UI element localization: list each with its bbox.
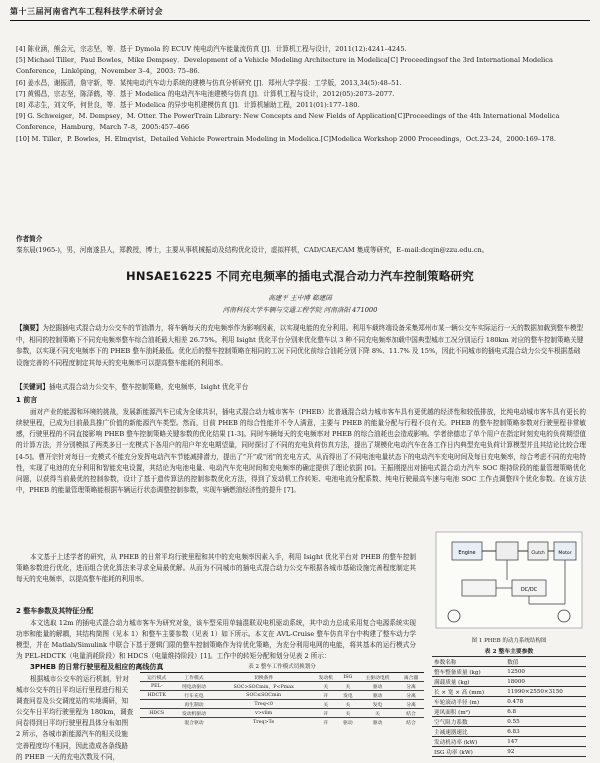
mode-table-block <box>140 662 424 726</box>
vehicle-params-table <box>432 656 586 757</box>
table-cell: 满载质量 (kg) <box>432 677 505 687</box>
reference-item: [9] G. Schweiger，M. Dempsey，M. Otter. The PowerTrain Library: New Concepts and New Fields of Application[C]Proceedings of the 4th International Modelica Conference，Hamburg，March 7–8，2005:457–466 <box>16 112 560 132</box>
table-cell: 整车整备质量 (kg) <box>432 667 505 677</box>
reference-item: [6] 姜水昌，谢振清，詹守新，等．某纯电动汽车动力系统的建模与仿真分析研究 [J]．郑州大学学报：工学版，2013,34(5):48–51. <box>16 78 402 87</box>
author-bio-text: 秦东晨(1965-)，男，河南遂县人，郑教授，博士，主要从事机械振动及结构优化设计，虚拟样机，CAD/CAE/CAM 集成等研究，E–mail:dcqin@zzu.edu.cn。 <box>16 246 489 255</box>
table-cell: HDCTK <box>140 691 173 700</box>
table-cell: 0.478 <box>505 697 586 707</box>
table-cell: 开 <box>313 709 339 718</box>
table-row <box>140 682 424 691</box>
table-cell: 关 <box>339 709 357 718</box>
table-header-cell: 运行模式 <box>140 673 173 682</box>
table-row <box>432 717 586 727</box>
table-cell: 12500 <box>505 667 586 677</box>
table-cell: 再生制动 <box>173 700 214 709</box>
intro-paragraph-2: 本文基于上述学者的研究，从 PHEB 的日常平均行驶里程和其中的充电频率因素入手，利用 Isight 优化平台对 PHEB 的整车控制策略参数进行优化，进而组合优化算法来寻求全局最优解。从而为不同城市的插电式混合动力公交车根据各城市基础设施完善程度制定其每天的充电频率，以提高整车能耗的利用率。 <box>16 553 416 584</box>
table-cell: 车轮滚动半径 (m) <box>432 697 505 707</box>
table-cell: 关 <box>313 700 339 709</box>
abstract-label: 【摘要】 <box>16 324 43 332</box>
vehicle-params-paragraph: 本文选取 12m 的插电式混合动力城市客车为研究对象，该车型采用单轴混联双电机驱动系统，其中动力总成采用复合电源系统实现功率和能量的解耦，其结构简图（见本 1）和整车主要参数（见表 1）如下所示。本文在 AVL-Cruise 整车仿真平台中构建了整车动力学模型，并在 Matlab/Simulink 中联合下基于逻辑门限的整车控制策略作为待优化策略，为充分利用电网的电能，将其基本的运行模式分为 PEL-HDCTK（电量消耗阶段）和 HDCS（电量维持阶段）[1]。工作中的转矩分配和划分见表 2 所示： <box>16 619 416 661</box>
table-cell: 空气阻力系数 <box>432 717 505 727</box>
author-bio <box>16 234 586 256</box>
powertrain-diagram <box>432 528 586 632</box>
table-row <box>432 707 586 717</box>
table-header-row <box>140 673 424 682</box>
abstract <box>16 323 586 369</box>
table-cell: 发动机驱动 <box>173 709 214 718</box>
section-heading-daily-mileage: 3PHEB 的日常行驶里程及相应的离线仿真 <box>30 663 164 671</box>
table-cell: 分离 <box>398 691 424 700</box>
reference-list <box>16 44 586 145</box>
table-header-cell: 切换条件 <box>214 673 312 682</box>
motor-label: Motor <box>558 551 572 556</box>
intro-paragraph-1: 面对产业的能源和环境的挑战，发展新能源汽车已成为全球共识，插电式混合动力城市客车（PHEB）比普通混合动力城市客车具有更优越的经济性和较低排放，比纯电动城市客车具有更长的续驶里程，已成为目前最具推广价值的新能源汽车类型。然而，目前 PHEB 的综合性能并不令人满意，主要与 PHEB 的能量分配与行程不良有关。PHEB 的整车控制策略参数对行驶里程非常敏感，行驶里程的不同直接影响 PHEB 整车控制策略关键参数的优化结果 [1-3]。同时车辆每天的充电频率对 PHEB 的综合油耗也会造成影响。学者徐德忠了单个用户在指定时刻充电的负荷期望值的计算方法，并分别模拟了两类多日一充模式下各用户的用户年充电期望量，同时探讨了不同的充电负荷仿真方法，提出了规模化电动汽车在各工作日内典型充电负荷计算模型并且其结论比较合理 [4-5]。曹开宗针对每日一充模式不能充分发挥电动汽车节能减排潜力，提出了“开”或“闭”的充电方式，从而得出了不同电池电量状态下的电动汽车充电时间及每日充电频率，综合考虑不同的充电特性，实现了电池的充分利用和智能充电设置，其结论为电池电量、电动汽车充电时间和充电频率的确定提供了理论依据 [6]。王振刚提出对插电式混合动力汽车 SOC 维持阶段的能量管理策略优化问题，以获得当前最优的控制参数，设计了基于遗传算法的控制参数优化方法，得到了发动机工作转矩、电池电流分配系数、纯电行驶最高车速与电池 SOC 工作点调整四个优化参数。在该方法中，PHEB 的能量管理策略能根据车辆运行状态调整控制参数，实现车辆燃油经济性的提升 [7]。 <box>16 408 586 495</box>
paper-authors: 高建平 王中博 郗建国 <box>268 294 332 302</box>
table-cell: 驱动 <box>357 718 398 727</box>
table-cell: 长 × 宽 × 高 (mm) <box>432 687 505 697</box>
table-row <box>140 691 424 700</box>
table-header-cell: 数值 <box>505 657 586 667</box>
table-header-cell: 工作模式 <box>173 673 214 682</box>
table-cell: 主减速器速比 <box>432 727 505 737</box>
table-cell: Treq>Te <box>214 718 312 727</box>
table-cell: 147 <box>505 737 586 747</box>
table-row <box>140 709 424 718</box>
abstract-text: 为挖掘插电式混合动力公交车的节油潜力，将车辆每天的充电频率作为影响因素，以实现电能的充分利用。利用车载终端设备采集郑州市某一辆公交车实际运行一天的数据加载到整车模型中，相同的控制策略下不同充电频率整车综合油耗最大相差 26.75%。利用 Isight 优化平台分别来优化整车以 3 种不同充电频率加载中国典型城市工况分别运行 180km 对应的整车控制策略关键参数，以实现不同充电频率下的 PHEB 整车油耗最低。优化后的整车控制策略在相同的工况下同优化前综合油耗分别下降 8%、11.7% 及 15%，因此不同城市的插电式混合动力公交车根据基础设施完善的不同程度制定其每天的充电频率可以提高整车能耗的利用率。 <box>16 324 584 367</box>
table-row <box>140 718 424 727</box>
table-cell: 结合 <box>398 709 424 718</box>
table-cell: ISG 功率 (kW) <box>432 747 505 757</box>
daily-mileage-paragraph: 根据城市公交车的运行机制，针对城市公交车的日平均运行里程进行相关调查问卷及公交调度站的实地调研，知公交车日平均行驶里程为 180km，调查问卷得到日平均行驶里程具体分布如图 2 所示，各城市新能源汽车的相关设施完善程度均不相同，因此造成各条线路的 PHEB 一天的充电次数及不同， <box>16 675 134 761</box>
table-row <box>432 727 586 737</box>
table-cell: 18000 <box>505 677 586 687</box>
dcdc-label: DC/DC <box>520 587 538 593</box>
table-row <box>140 700 424 709</box>
table-cell: 92 <box>505 747 586 757</box>
table-cell: Treq<0 <box>214 700 312 709</box>
table-cell: 开 <box>313 718 339 727</box>
table-row <box>432 677 586 687</box>
keywords <box>16 382 586 393</box>
table-cell: 驱动 <box>339 718 357 727</box>
table-cell: 发动机功率 (kW) <box>432 737 505 747</box>
table-cell: 分离 <box>398 700 424 709</box>
author-bio-label: 作者简介 <box>16 235 43 243</box>
table-cell: 行车充电 <box>173 691 214 700</box>
header-rule <box>10 20 590 21</box>
table-cell: 迎风面积 (m²) <box>432 707 505 717</box>
table-cell: 驱动 <box>357 682 398 691</box>
battery-block <box>462 580 496 596</box>
mode-table-caption: 表 2 整车工作模式切换划分 <box>248 664 316 670</box>
table-row <box>432 687 586 697</box>
table-cell: 驱动 <box>357 691 398 700</box>
paper-title: HNSAE16225 不同充电频率的插电式混合动力汽车控制策略研究 <box>126 269 474 283</box>
paper-affiliation: 河南科技大学车辆与交通工程学院 河南洛阳 471000 <box>222 306 378 314</box>
table-cell: 混合驱动 <box>173 718 214 727</box>
table-header-cell: ISG <box>339 673 357 682</box>
reference-item: [7] 黄锡昌，宗志坚，陈泽鹤，等．基于 Modelica 的电动汽车电池建模与仿真 [J]．计算机工程与设计，2012(05):2073–2077. <box>16 89 395 98</box>
table-row <box>432 697 586 707</box>
table-header-cell: 参数名称 <box>432 657 505 667</box>
table-header-cell: 离合器 <box>398 673 424 682</box>
table-cell: 11990×2550×3150 <box>505 687 586 697</box>
table-cell: 6.83 <box>505 727 586 737</box>
table-cell <box>140 700 173 709</box>
section-heading-intro: 1 前言 <box>16 396 38 404</box>
table-row <box>432 747 586 757</box>
table-cell: 开 <box>313 691 339 700</box>
reference-item: [8] 邓志生，刘文华，何世良，等．基于 Modelica 的异步电机建模仿真 [J]．计算机辅助工程，2011(01):177–180. <box>16 101 360 110</box>
table-cell: 关 <box>357 709 398 718</box>
table-cell: 关 <box>339 682 357 691</box>
keywords-text: 插电式混合动力公交车，整车控制策略，充电频率，Isight 优化平台 <box>48 383 249 391</box>
table-cell: SOC>SOCmin，P<Pmax <box>214 682 312 691</box>
table-header-cell: 发动机 <box>313 673 339 682</box>
table-header-cell: 主驱动电机 <box>357 673 398 682</box>
reference-item: [10] M. Tiller，P. Bowles，H. Elmqvist，Detailed Vehicle Powertrain Modeling in Modelica.[C]Modelica Workshop 2000 Proceedings，Oct.23–24，2000:169–178. <box>16 134 556 143</box>
table-cell: HDCS <box>140 709 173 718</box>
table-cell: 纯电动驱动 <box>173 682 214 691</box>
isg-block <box>496 542 518 560</box>
table-row <box>432 737 586 747</box>
table-cell: 关 <box>339 700 357 709</box>
table-cell: 发电 <box>339 691 357 700</box>
table-cell: PEL- <box>140 682 173 691</box>
reference-item: [5] Michael Tiller，Paul Bowles，Mike Dempsey．Development of a Vehicle Modeling Architecture in Modelica[C] Proceedingsof the 3rd International Modelica Conference，Linköping，November 3–4，2003: 75–86. <box>16 56 553 76</box>
table-cell: 结合 <box>398 718 424 727</box>
table-row <box>432 667 586 677</box>
table-cell: 分离 <box>398 682 424 691</box>
reference-item: [4] 陈业涵，熊会元，宗志坚，等．基于 Dymola 的 ECUV 纯电动汽车能量流仿真 [J]．计算机工程与设计，2011(12):4241–4245. <box>16 45 407 53</box>
running-header: 第十三届河南省汽车工程科技学术研讨会 <box>10 6 163 16</box>
table-2-caption: 表 2 整车主要参数 <box>484 649 534 655</box>
table-cell: SOC≤SOCmin <box>214 691 312 700</box>
table-cell: v>vlim <box>214 709 312 718</box>
table-cell: 发电 <box>357 700 398 709</box>
engine-label: Engine <box>458 550 476 556</box>
figure-powertrain <box>432 528 586 644</box>
table-cell: 6.8 <box>505 707 586 717</box>
table-cell: 关 <box>313 682 339 691</box>
figure-1-caption: 图 1 PHEB 的动力系统结构图 <box>471 638 547 644</box>
mode-switch-table <box>140 672 424 726</box>
keywords-label: 【关键词】 <box>16 383 49 391</box>
table-cell <box>140 718 173 727</box>
table-header-row <box>432 657 586 667</box>
table-cell: 0.55 <box>505 717 586 727</box>
section-heading-vehicle-params: 2 整车参数及其特征分配 <box>16 607 94 615</box>
clutch-label: Clutch <box>531 550 545 555</box>
